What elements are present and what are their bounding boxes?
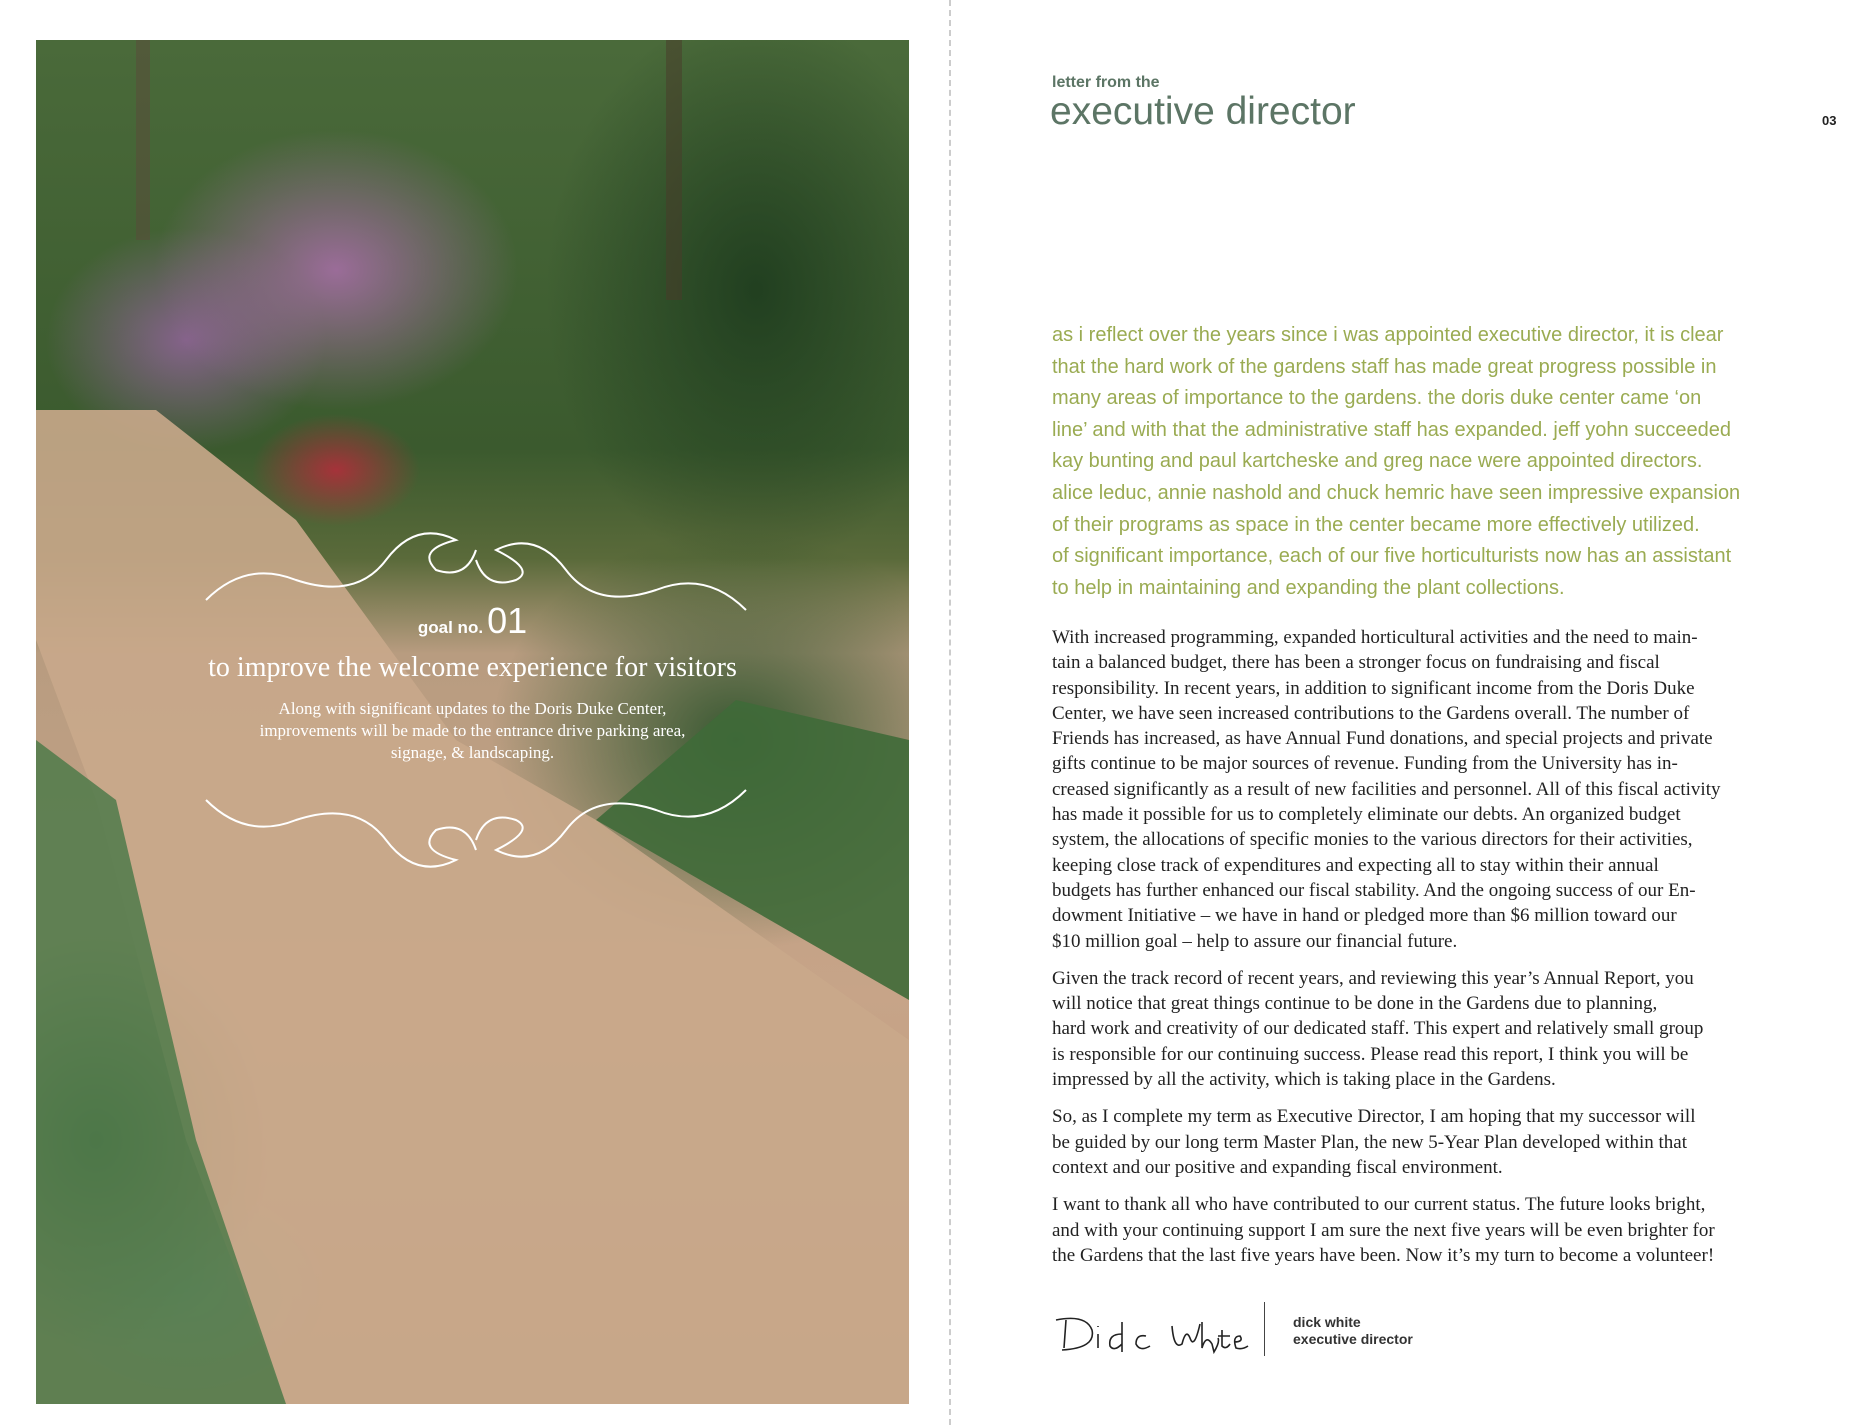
signer-name: dick white <box>1293 1314 1361 1330</box>
signer-title: executive director <box>1293 1331 1413 1347</box>
goal-description: Along with significant updates to the Doris Duke Center, improvements will be made to the entrance drive parking area, signage, & landscaping. <box>259 699 686 762</box>
body-paragraph: So, as I complete my term as Executive Director, I am hoping that my successor will be guided by our long term Master Plan, the new 5-Year Plan developed within that context and our positive and expanding fiscal environment. <box>1052 1106 1696 1178</box>
body-paragraph: Given the track record of recent years, and reviewing this year’s Annual Report, you will notice that great things continue to be done in the Gardens due to planning, hard work and creativity of our dedicated staff. This expert and relatively small group is responsible for our continuing success. Please read this report, I think you will be impressed by all the activity, which is taking place in the Gardens. <box>1052 967 1704 1091</box>
body-paragraph: With increased programming, expanded horticultural activities and the need to main- tain a balanced budget, there has been a stronger focus on fundraising and fiscal responsibility. In recent years, in addition to significant income from the Doris Duke Center, we have seen increased contributions to the Gardens overall. The number of Friends has increased, as have Annual Fund donations, and special projects and private gifts continue to be major sources of revenue. Funding from the University has in- creased significantly as a result of new facilities and personnel. All of this fiscal activity has made it possible for us to completely eliminate our debts. An organized budget system, the allocations of specific monies to the various directors for their activities, keeping close track of expenditures and expecting all to stay within their annual budgets has further enhanced our fiscal stability. And the ongoing success of our En- dowment Initiative – we have in hand or pledged more than $6 million toward our $10 million goal – help to assure our financial future. <box>1052 627 1721 952</box>
page-number: 03 <box>1822 113 1837 128</box>
page-divider <box>949 0 951 1425</box>
garden-path-photo <box>36 40 909 1404</box>
page-title: executive director <box>1050 90 1356 133</box>
handwritten-signature <box>1052 1300 1252 1360</box>
goal-label: goal no. <box>417 618 484 637</box>
signer-block <box>1293 1314 1413 1348</box>
goal-overlay <box>36 40 909 1404</box>
goal-number: 01 <box>487 600 528 641</box>
intro-text: as i reflect over the years since i was appointed executive director, it is clear that the hard work of the gardens staff has made great progress possible in many areas of importance to the gardens. the doris duke center came ‘on line’ and with that the administrative staff has expanded. jeff yohn succeeded kay bunting and paul kartcheske and greg nace were appointed directors. alice leduc, annie nashold and chuck hemric have seen impressive expansion of their programs as space in the center became more effectively utilized. of significant importance, each of our five horticulturists now has an assistant to help in maintaining and expanding the plant collections. <box>1052 324 1741 599</box>
goal-heading <box>36 600 909 642</box>
body-paragraph: I want to thank all who have contributed to our current status. The future looks bright, and with your continuing support I am sure the next five years will be even brighter for the Gardens that the last five years have been. Now it’s my turn to become a volunteer! <box>1052 1194 1715 1266</box>
section-kicker: letter from the <box>1052 74 1160 91</box>
letter-body <box>1052 625 1812 1280</box>
signature-divider <box>1264 1302 1265 1356</box>
goal-title: to improve the welcome experience for visitors <box>208 652 737 683</box>
flourish-ornament-bottom <box>186 780 756 890</box>
